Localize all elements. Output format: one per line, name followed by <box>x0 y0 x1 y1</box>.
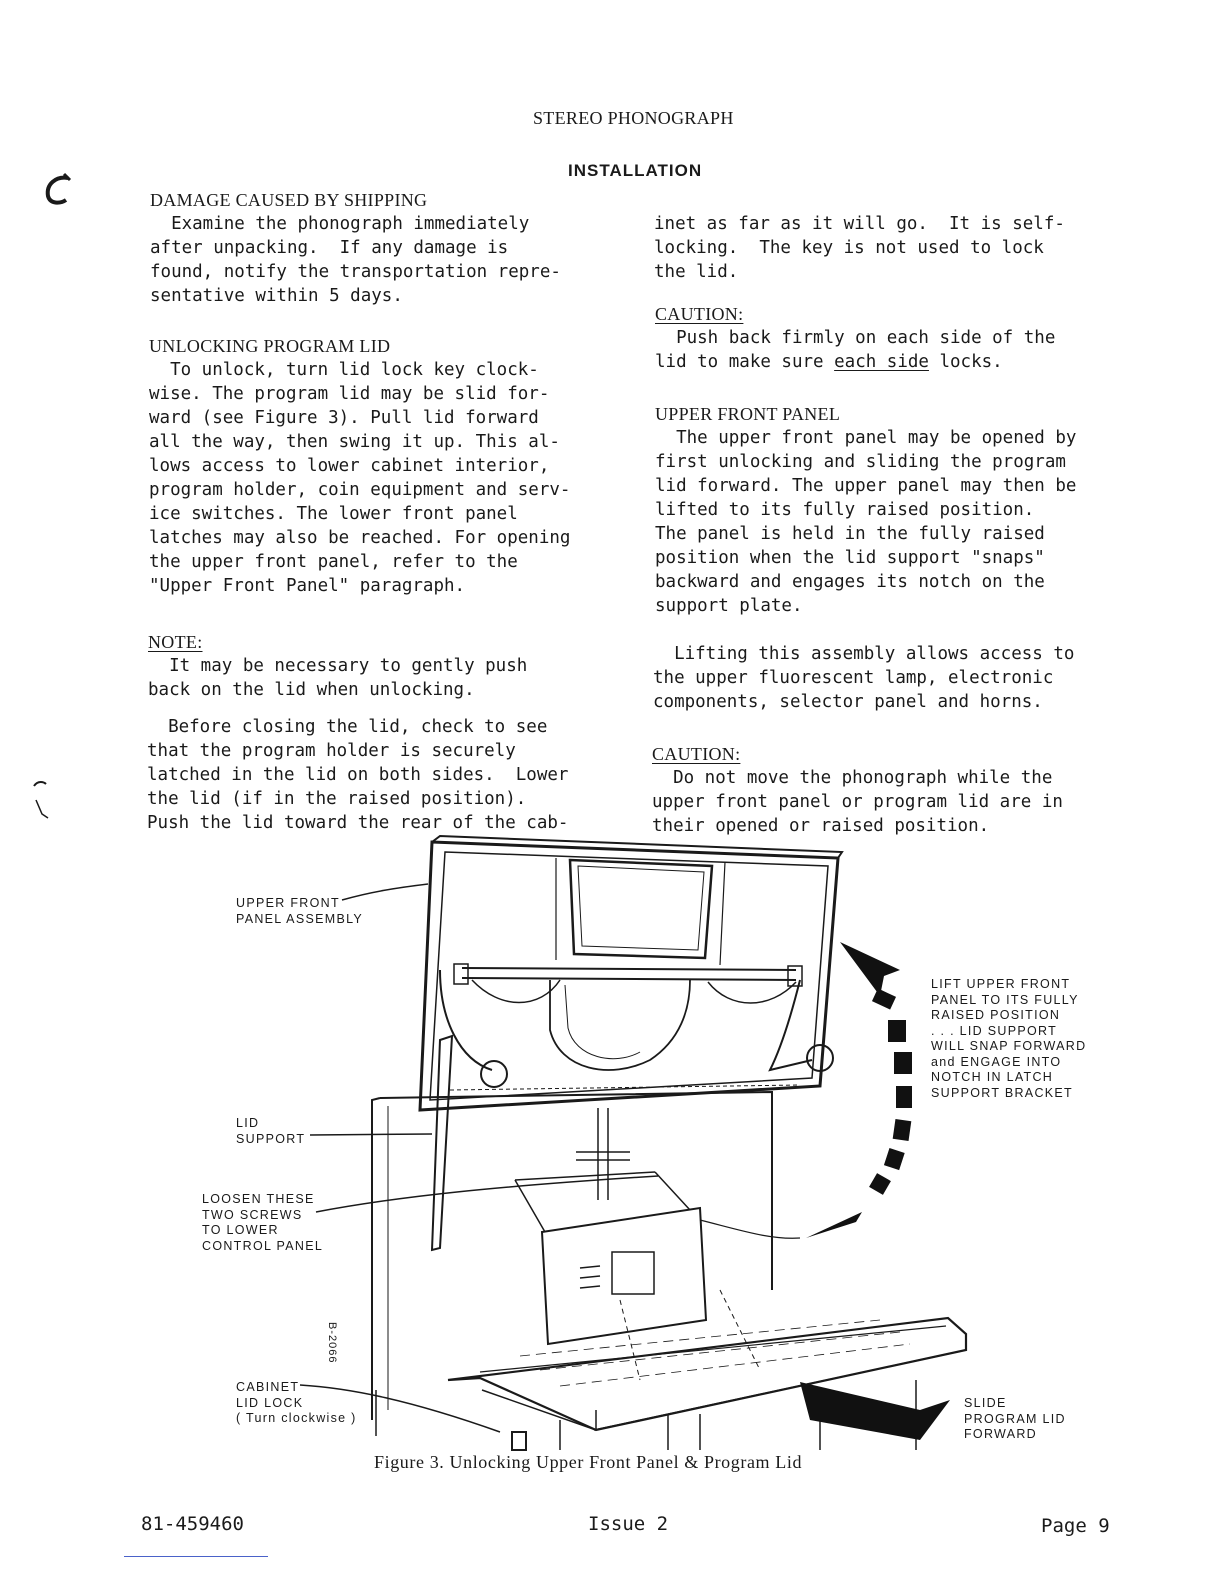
label-loosen-screws: LOOSEN THESE TWO SCREWS TO LOWER CONTROL PANEL <box>202 1192 324 1253</box>
caution2-heading: CAUTION: <box>652 744 741 764</box>
continuation-line: inet as far as it will go. It is self- <box>654 214 1065 234</box>
unlocking-line: "Upper Front Panel" paragraph. <box>149 576 466 596</box>
margin-mark-icon <box>38 170 78 210</box>
closing-line: the lid (if in the raised position). <box>147 789 527 809</box>
closing-line: Before closing the lid, check to see <box>147 717 548 737</box>
label-lift-panel: LIFT UPPER FRONT PANEL TO ITS FULLY RAISED POSITION . . . LID SUPPORT WILL SNAP FORWARD and ENGAGE INTO NOTCH IN LATCH SUPPORT BRACKET <box>931 977 1087 1100</box>
caution1-line2 <box>655 350 1055 374</box>
unlocking-heading: UNLOCKING PROGRAM LID <box>149 336 391 356</box>
upper-front-panel-line: first unlocking and sliding the program <box>655 452 1066 472</box>
lifting-line: Lifting this assembly allows access to <box>653 644 1075 664</box>
damage-line: Examine the phonograph immediately <box>150 214 530 234</box>
label-lid-support: LID SUPPORT <box>236 1116 306 1146</box>
note-line: It may be necessary to gently push <box>148 656 528 676</box>
figure-caption: Figure 3. Unlocking Upper Front Panel & Program Lid <box>374 1452 803 1472</box>
damage-line: found, notify the transportation repre- <box>150 262 561 282</box>
unlocking-line: all the way, then swing it up. This al- <box>149 432 560 452</box>
note-line: back on the lid when unlocking. <box>148 680 475 700</box>
footer-page: Page 9 <box>1041 1515 1110 1537</box>
closing-line: latched in the lid on both sides. Lower <box>147 765 569 785</box>
upper-front-panel-line: lifted to its fully raised position. <box>655 500 1035 520</box>
note-heading: NOTE: <box>148 632 203 652</box>
closing-line: Push the lid toward the rear of the cab- <box>147 813 569 833</box>
label-cabinet-lid-lock: CABINET LID LOCK ( Turn clockwise ) <box>236 1380 357 1425</box>
caution2-line: Do not move the phonograph while the <box>652 768 1053 788</box>
section-heading: INSTALLATION <box>568 161 703 180</box>
unlocking-line: ward (see Figure 3). Pull lid forward <box>149 408 539 428</box>
footer-issue: Issue 2 <box>588 1513 669 1535</box>
caution1-line: Push back firmly on each side of the <box>655 328 1056 348</box>
label-slide-lid: SLIDE PROGRAM LID FORWARD <box>964 1396 1066 1441</box>
unlocking-line: program holder, coin equipment and serv- <box>149 480 571 500</box>
note-section <box>148 630 527 702</box>
caution2-line: their opened or raised position. <box>652 816 990 836</box>
caution1-line2-pre: lid to make sure <box>655 352 835 372</box>
unlocking-line: lows access to lower cabinet interior, <box>149 456 550 476</box>
lifting-section <box>653 642 1074 714</box>
upper-front-panel-line: backward and engages its notch on the <box>655 572 1045 592</box>
caution1-line2-post: locks. <box>928 352 1003 372</box>
unlocking-section <box>149 334 570 598</box>
unlocking-line: ice switches. The lower front panel <box>149 504 518 524</box>
upper-front-panel-line: lid forward. The upper panel may then be <box>655 476 1077 496</box>
drawing-number: B-2066 <box>326 1322 338 1364</box>
unlocking-line: latches may also be reached. For opening <box>149 528 571 548</box>
margin-mark-icon-2 <box>30 776 60 826</box>
damage-heading: DAMAGE CAUSED BY SHIPPING <box>150 190 428 210</box>
lifting-line: components, selector panel and horns. <box>653 692 1043 712</box>
footer-doc-number: 81-459460 <box>141 1513 244 1535</box>
closing-section <box>147 715 568 835</box>
upper-front-panel-heading: UPPER FRONT PANEL <box>655 404 841 424</box>
upper-front-panel-section <box>655 402 1076 618</box>
continuation-line: the lid. <box>654 262 739 282</box>
unlocking-line: wise. The program lid may be slid for- <box>149 384 550 404</box>
caution2-line: upper front panel or program lid are in <box>652 792 1063 812</box>
caution2-section <box>652 742 1063 838</box>
damage-line: sentative within 5 days. <box>150 286 403 306</box>
unlocking-line: To unlock, turn lid lock key clock- <box>149 360 539 380</box>
closing-line: that the program holder is securely <box>147 741 516 761</box>
caution1-heading: CAUTION: <box>655 304 744 324</box>
page-title: STEREO PHONOGRAPH <box>533 108 734 128</box>
lifting-line: the upper fluorescent lamp, electronic <box>653 668 1054 688</box>
upper-front-panel-line: support plate. <box>655 596 803 616</box>
upper-front-panel-line: The panel is held in the fully raised <box>655 524 1045 544</box>
damage-line: after unpacking. If any damage is <box>150 238 509 258</box>
upper-front-panel-line: position when the lid support "snaps" <box>655 548 1045 568</box>
unlocking-line: the upper front panel, refer to the <box>149 552 518 572</box>
left-column <box>150 188 561 308</box>
continuation-section <box>654 212 1065 284</box>
footer-rule <box>124 1556 268 1557</box>
label-upper-front-panel: UPPER FRONT PANEL ASSEMBLY <box>236 896 364 926</box>
continuation-line: locking. The key is not used to lock <box>654 238 1044 258</box>
caution1-line2-underlined: each side <box>834 352 929 372</box>
caution1-section <box>655 302 1055 374</box>
upper-front-panel-line: The upper front panel may be opened by <box>655 428 1077 448</box>
